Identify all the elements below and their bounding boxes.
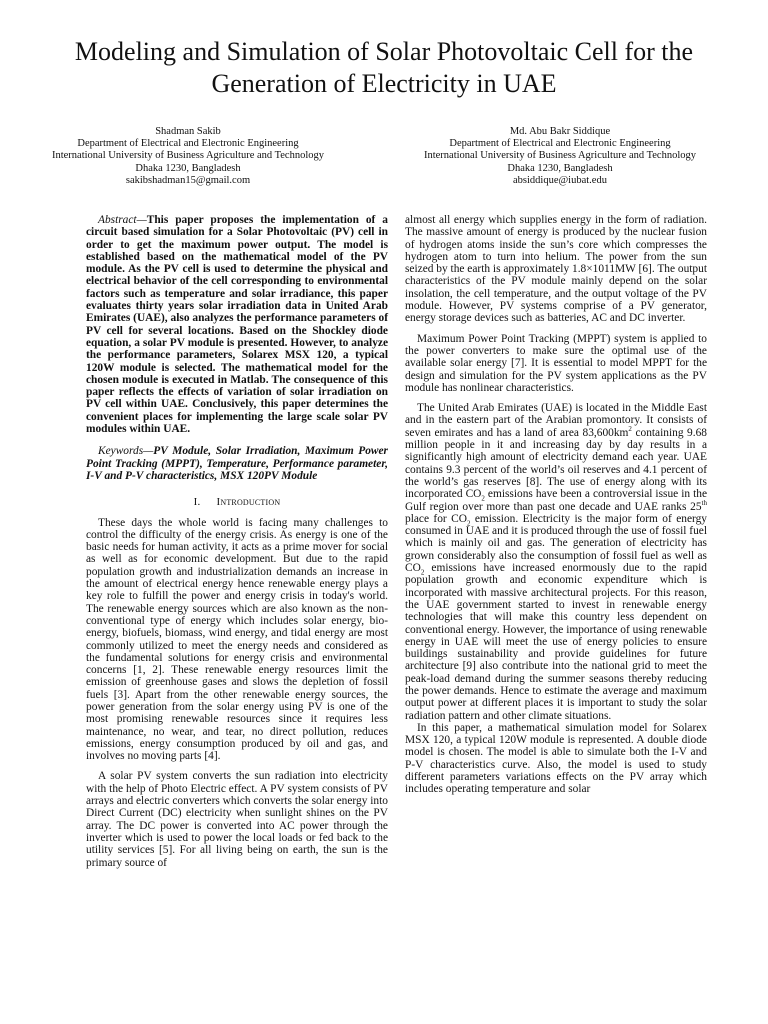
author-email: sakibshadman15@gmail.com bbox=[125, 174, 251, 186]
subscript: 2 bbox=[481, 494, 485, 503]
author-department: Department of Electrical and Electronic Engineering bbox=[77, 138, 299, 150]
keywords-text: PV Module, Solar Irradiation, Maximum Power Point Tracking (MPPT), Temperature, Performance parameter, I-V and P-V characteristics, MSX 120PV Module bbox=[86, 445, 388, 482]
text-run: place for CO bbox=[405, 512, 467, 525]
abstract-text: This paper proposes the implementation of a circuit based simulation for a Solar Photovoltaic (PV) cell in order to get the maximum power output. The model is established based on the mathematical model of the PV module. As the PV cell is used to determine the physical and electrical behavior of the cell corresponding to environmental factors such as temperature and solar irradiance, this paper evaluates thirty years solar irradiation data in United Arab Emirates (UAE), also analyzes the performance parameters of PV cell for several locations. Based on the Shockley diode equation, a solar PV module is presented. However, to analyze the performance parameters, Solarex MSX 120, a typical 120W module is selected. The mathematical model for the chosen module is executed in Matlab. The consequence of this paper reflects the effects of variation of solar irradiation on PV cell within UAE. Conclusively, this paper determines the convenient places for implementing the large scale solar PV modules within UAE. bbox=[86, 214, 388, 436]
subscript: 2 bbox=[420, 568, 425, 577]
author-university: International University of Business Agriculture and Technology bbox=[423, 150, 696, 162]
author-name: Md. Abu Bakr Siddique bbox=[509, 126, 611, 137]
keywords bbox=[86, 445, 388, 482]
author-block-1 bbox=[28, 126, 348, 187]
left-column bbox=[86, 214, 388, 869]
abstract bbox=[86, 214, 388, 435]
text-run: emission. Electricity is the major form of energy consumed in UAE and it is produced through the use of fossil fuel which is mainly oil and gas. The generation of electricity has grown considerably also the consumption of fossil fuel as well as CO bbox=[405, 512, 707, 575]
section-heading bbox=[86, 496, 388, 508]
right-column bbox=[405, 214, 707, 796]
author-department: Department of Electrical and Electronic Engineering bbox=[449, 138, 671, 150]
body-paragraph: These days the whole world is facing many challenges to control the difficulty of the energy crisis. As energy is one of the basic needs for human activity, it acts as a prime mover for social as well as for economic development. But due to the rapid population growth and industrialization demands an increase in the amount of electrical energy hence renewable energy plays a key role to fulfill the power and energy crisis in today's world. The renewable energy sources which are also known as the non-conventional type of energy which includes solar energy, bio-energy, biofuels, biomass, wind energy, and tidal energy are most commonly utilized to meet the energy needs and considered as the fundamental solutions for energy crisis and environmental concerns [1, 2]. These renewable energy resources limit the emission of greenhouse gases and slows the depletion of fossil fuels [3]. Apart from the other renewable energy sources, the power generation from the solar energy using PV is one of the most promising renewable resources since it requires less maintenance, no wear, and tear, no direct pollution, reduces emissions, energy consumption produced by oil and gas, and involves no moving parts [4]. bbox=[86, 516, 388, 763]
body-paragraph: A solar PV system converts the sun radiation into electricity with the help of Photo Electric effect. A PV system consists of PV arrays and electric converters which converts the solar energy into Direct Current (DC) electricity when sunlight shines on the PV array. The DC power is converted into AC power through the inverter which is used to power the local loads or fed back to the utility services [5]. For all living being on earth, the sun is the primary source of bbox=[86, 770, 388, 869]
body-paragraph: almost all energy which supplies energy in the form of radiation. The massive amount of energy is produced by the nuclear fusion of hydrogen atoms inside the sun’s core which compresses the hydrogen atom to turn into helium. The power from the sun seized by the earth is approximately 1.8×1011MW [6]. The output characteristics of the PV module mainly depend on the solar insolation, the cell temperature, and the output voltage of the PV module. However, PV systems comprise of a PV generator, energy storage devices such as batteries, AC and DC inverter. bbox=[405, 214, 707, 325]
text-run: containing 9.68 million people in it and increasing day by day results in a significantly high amount of electricity demand each year. UAE contains 9.3 percent of the world’s oil reserves and 4.1 percent of the world’s gas reserves [8]. The use of energy along with its incorporated CO bbox=[405, 426, 707, 501]
author-email: absiddique@iubat.edu bbox=[513, 174, 607, 186]
superscript: th bbox=[701, 498, 707, 507]
section-title: Introduction bbox=[216, 496, 281, 509]
abstract-lead: Abstract— bbox=[98, 214, 147, 226]
text-run: emissions have been a controversial issue in the Gulf region over more than past one decade and UAE ranks 25 bbox=[405, 488, 708, 513]
author-name: Shadman Sakib bbox=[155, 126, 221, 137]
body-paragraph: In this paper, a mathematical simulation model for Solarex MSX 120, a typical 120W module is represented. A double diode model is chosen. The model is able to simulate both the I-V and P-V characteristics curve. Also, the model is used to study different parameters variations effects on the PV array which includes operating temperature and solar bbox=[405, 721, 707, 796]
superscript: 2 bbox=[628, 424, 632, 433]
keywords-lead: Keywords— bbox=[98, 445, 154, 458]
author-university: International University of Business Agriculture and Technology bbox=[51, 150, 324, 162]
subscript: 2 bbox=[466, 519, 471, 528]
paper-title: Modeling and Simulation of Solar Photovoltaic Cell for the Generation of Electricity in UAE bbox=[74, 37, 694, 98]
author-block-2 bbox=[400, 126, 720, 187]
text-run: The United Arab Emirates (UAE) is located in the Middle East and in the eastern part of the Arabian promontory. It consists of seven emirates and has a land of area 83,600km bbox=[405, 402, 707, 439]
body-paragraph bbox=[405, 402, 707, 722]
body-paragraph: Maximum Power Point Tracking (MPPT) system is applied to the power converters to make sure the optimal use of the available solar energy [7]. It is essential to model MPPT for the design and simulation for the PV system applications as the PV module has nonlinear characteristics. bbox=[405, 332, 707, 394]
author-city: Dhaka 1230, Bangladesh bbox=[507, 162, 613, 174]
author-city: Dhaka 1230, Bangladesh bbox=[135, 162, 241, 174]
text-run: emissions have increased enormously due to the rapid population growth and economic expenditure which is incorporated with massive architectural projects. For this reason, the UAE government started to invest in renewable energy technologies that will make this country less dependent on conventional energy. However, the importance of using renewable energy in UAE will meet the use of energy policies to ensure buildings sustainability and provide guidelines for future architecture [9] also contribute into the national grid to meet the peak-load demand during the summer seasons thereby reducing the power demands. Hence to estimate the average and maximum output power at different places it is important to study the solar radiation pattern and other climate situations. bbox=[405, 562, 707, 722]
section-number: I. bbox=[193, 496, 201, 509]
